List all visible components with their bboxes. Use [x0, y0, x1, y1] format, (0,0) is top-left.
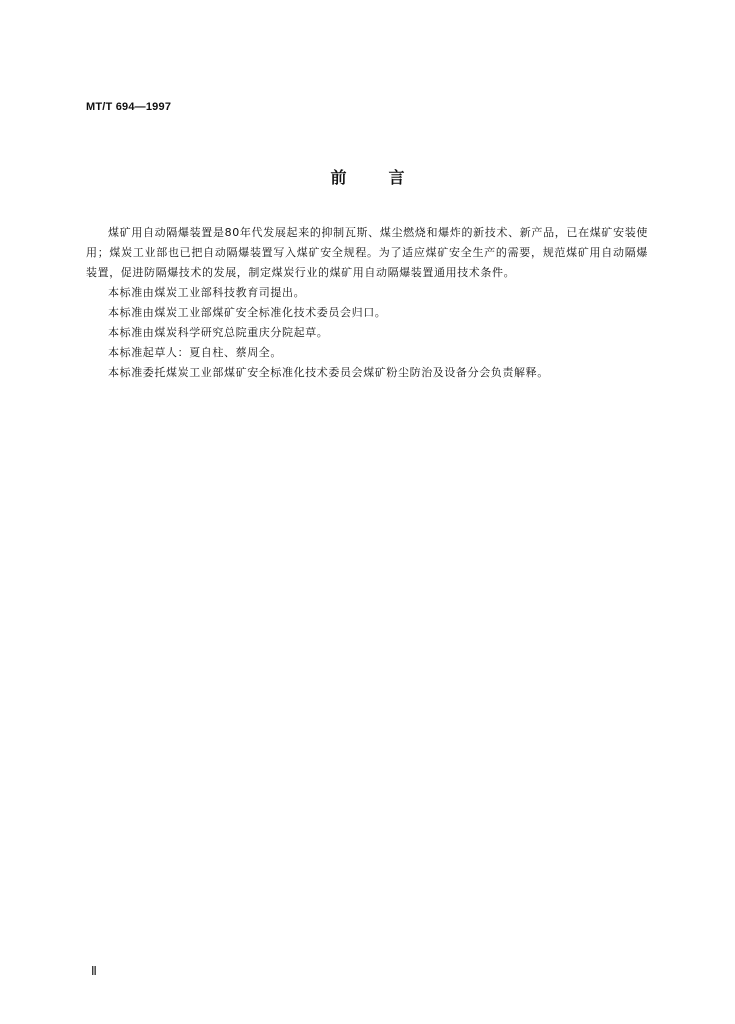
page-number: Ⅱ	[91, 964, 97, 978]
paragraph-drafters: 本标准起草人：夏自柱、蔡周全。	[108, 346, 282, 359]
paragraph-proposer: 本标准由煤炭工业部科技教育司提出。	[108, 286, 306, 299]
title-part-1: 前	[330, 168, 347, 187]
foreword-title	[0, 165, 735, 188]
paragraph-intro: 煤矿用自动隔爆装置是80年代发展起来的抑制瓦斯、煤尘燃烧和爆炸的新技术、新产品，已在煤矿安装使用；煤炭工业部也已把自动隔爆装置写入煤矿安全规程。为了适应煤矿安全生产的需要，规范煤矿用自动隔爆装置，促进防隔爆技术的发展，制定煤炭行业的煤矿用自动隔爆装置通用技术条件。	[86, 226, 648, 279]
paragraph-centralized: 本标准由煤炭工业部煤矿安全标准化技术委员会归口。	[108, 306, 387, 319]
foreword-body	[86, 223, 648, 383]
title-part-2: 言	[388, 168, 405, 187]
paragraph-interpretation: 本标准委托煤炭工业部煤矿安全标准化技术委员会煤矿粉尘防治及设备分会负责解释。	[108, 366, 549, 379]
paragraph-drafting-unit: 本标准由煤炭科学研究总院重庆分院起草。	[108, 326, 329, 339]
standard-code: MT/T 694—1997	[86, 101, 172, 113]
